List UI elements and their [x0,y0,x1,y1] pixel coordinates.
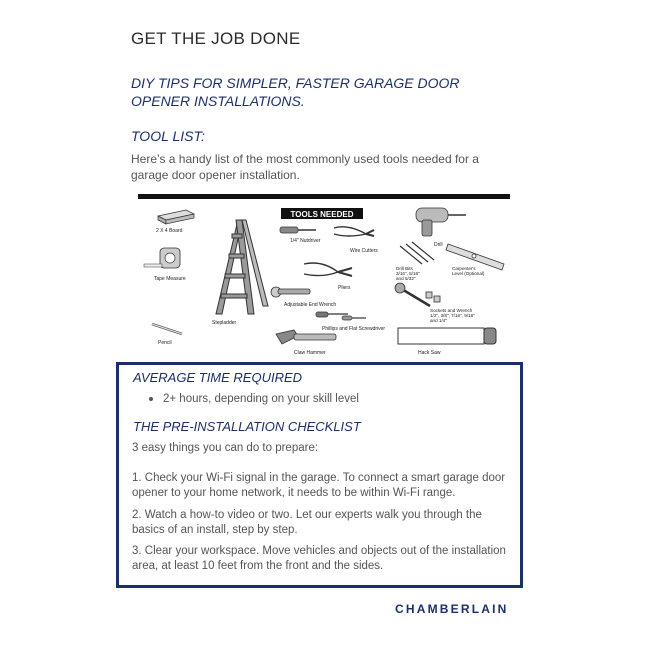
page-subheading: DIY TIPS FOR SIMPLER, FASTER GARAGE DOOR OPENER INSTALLATIONS. [131,75,460,109]
label-tape: Tape Measure [154,276,186,282]
drill-icon [416,208,466,236]
tools-illustration [138,194,510,360]
page-title: GET THE JOB DONE [131,29,301,48]
chamberlain-logo: CHAMBERLAIN [395,602,509,616]
checklist-item-1: 1. Check your Wi-Fi signal in the garage. To connect a smart garage door opener to your home network, it needs to be within Wi-Fi range. [132,472,506,499]
nutdriver-icon [280,227,316,233]
label-drill: Drill [434,242,443,248]
divider-rule [138,194,510,199]
tape-measure-icon [144,248,180,268]
checklist-heading: THE PRE-INSTALLATION CHECKLIST [133,419,361,434]
label-sockets-2: 1/2", 3/8", 7/16", 9/16" [430,313,475,318]
hacksaw-icon [398,328,496,344]
claw-hammer-icon [276,330,336,344]
drill-bits-icon [400,242,434,264]
wire-cutters-icon [334,227,374,236]
time-heading: AVERAGE TIME REQUIRED [133,370,303,385]
label-wirecutters: Wire Cutters [350,248,378,254]
pencil-icon [152,324,182,334]
label-hacksaw: Hack Saw [418,350,441,356]
board-icon [158,210,194,224]
label-level-2: Level (Optional) [452,271,485,276]
info-panel [116,362,523,588]
pliers-icon [304,263,352,276]
checklist-intro: 3 easy things you can do to prepare: [132,442,319,454]
time-bullet [149,393,359,405]
bullet-dot [149,397,153,401]
label-pliers: Pliers [338,285,351,291]
label-drillbits-2: 3/16", 5/16" [396,271,420,276]
checklist-item-3: 3. Clear your workspace. Move vehicles and objects out of the installation area, at least 10 feet from the front and the sides. [132,545,506,572]
label-sockets-3: and 1/4" [430,318,447,323]
adjustable-wrench-icon [271,287,310,297]
tool-list-heading: TOOL LIST: [131,128,205,144]
label-screwdriver: Phillips and Flat Screwdriver [322,326,386,332]
label-drillbits-1: Drill Bits [396,266,413,271]
label-level-1: Carpenter's [452,266,476,271]
stepladder-icon [216,220,268,314]
label-board: 2 X 4 Board [156,228,183,234]
label-sockets-1: Sockets and Wrench [430,308,473,313]
label-drillbits-3: and 5/32" [396,276,416,281]
time-bullet-text: 2+ hours, depending on your skill level [163,393,359,405]
label-pencil: Pencil [158,340,172,346]
label-wrench: Adjustable End Wrench [284,302,337,308]
screwdriver-icon [316,312,366,320]
checklist-item-2: 2. Watch a how-to video or two. Let our experts walk you through the basics of an install, step by step. [132,509,482,536]
tools-needed-banner-text: TOOLS NEEDED [290,210,354,219]
sockets-icon [395,283,440,306]
label-stepladder: Stepladder [212,320,237,326]
tool-list-intro: Here’s a handy list of the most commonly used tools needed for a garage door opener installation. [131,152,479,182]
label-nutdriver: 1/4" Nutdriver [290,238,321,244]
label-hammer: Claw Hammer [294,350,326,356]
